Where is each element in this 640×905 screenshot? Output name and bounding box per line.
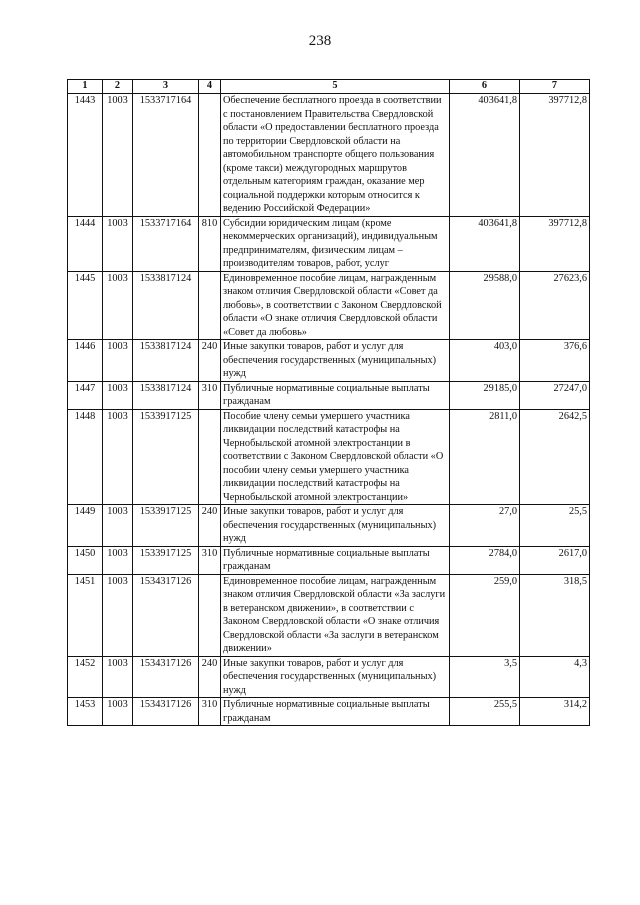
row-number: 1443 — [68, 94, 103, 217]
amount-col-6: 29185,0 — [450, 381, 520, 409]
amount-col-6: 2811,0 — [450, 409, 520, 505]
expense-type-code — [199, 409, 221, 505]
row-number: 1453 — [68, 698, 103, 726]
expense-type-code: 310 — [199, 381, 221, 409]
table-row — [68, 216, 590, 271]
section-code: 1003 — [103, 656, 133, 698]
table-row — [68, 94, 590, 217]
table-row — [68, 340, 590, 382]
table-row — [68, 381, 590, 409]
amount-col-7: 25,5 — [520, 505, 590, 547]
expense-type-code: 310 — [199, 698, 221, 726]
header-col-6: 6 — [450, 80, 520, 94]
expense-type-code: 240 — [199, 656, 221, 698]
target-article-code: 1533717164 — [133, 216, 199, 271]
amount-col-6: 259,0 — [450, 574, 520, 656]
expense-type-code — [199, 271, 221, 340]
header-col-1: 1 — [68, 80, 103, 94]
expense-type-code: 240 — [199, 340, 221, 382]
target-article-code: 1534317126 — [133, 574, 199, 656]
section-code: 1003 — [103, 94, 133, 217]
amount-col-7: 27623,6 — [520, 271, 590, 340]
section-code: 1003 — [103, 271, 133, 340]
row-number: 1448 — [68, 409, 103, 505]
table-row — [68, 546, 590, 574]
table-row — [68, 271, 590, 340]
row-number: 1446 — [68, 340, 103, 382]
section-code: 1003 — [103, 381, 133, 409]
header-row — [68, 80, 590, 94]
amount-col-7: 27247,0 — [520, 381, 590, 409]
budget-table — [67, 79, 590, 726]
header-col-7: 7 — [520, 80, 590, 94]
section-code: 1003 — [103, 546, 133, 574]
amount-col-7: 318,5 — [520, 574, 590, 656]
amount-col-7: 4,3 — [520, 656, 590, 698]
header-col-3: 3 — [133, 80, 199, 94]
target-article-code: 1534317126 — [133, 698, 199, 726]
target-article-code: 1533917125 — [133, 505, 199, 547]
table-row — [68, 409, 590, 505]
row-number: 1450 — [68, 546, 103, 574]
section-code: 1003 — [103, 409, 133, 505]
table-row — [68, 698, 590, 726]
table-row — [68, 574, 590, 656]
description: Публичные нормативные социальные выплаты гражданам — [221, 546, 450, 574]
row-number: 1451 — [68, 574, 103, 656]
row-number: 1444 — [68, 216, 103, 271]
description: Обеспечение бесплатного проезда в соответствии с постановлением Правительства Свердловской области «О предоставлении бесплатного проезда по территории Свердловской области на автомобильном транспорте общего пользования (кроме такси) междугородных маршрутов отдельным категориям граждан, оказание мер социальной поддержки которым относится к ведению Российской Федерации» — [221, 94, 450, 217]
description: Пособие члену семьи умершего участника ликвидации последствий катастрофы на Чернобыльской атомной электростанции в соответствии с Законом Свердловской области «О пособии члену семьи умершего участника ликвидации последствий катастрофы на Чернобыльской атомной электростанции» — [221, 409, 450, 505]
header-col-5: 5 — [221, 80, 450, 94]
target-article-code: 1533917125 — [133, 409, 199, 505]
amount-col-7: 376,6 — [520, 340, 590, 382]
section-code: 1003 — [103, 340, 133, 382]
expense-type-code: 240 — [199, 505, 221, 547]
amount-col-6: 403641,8 — [450, 216, 520, 271]
header-col-2: 2 — [103, 80, 133, 94]
target-article-code: 1533817124 — [133, 271, 199, 340]
row-number: 1452 — [68, 656, 103, 698]
description: Иные закупки товаров, работ и услуг для обеспечения государственных (муниципальных) нужд — [221, 505, 450, 547]
target-article-code: 1533717164 — [133, 94, 199, 217]
amount-col-6: 403,0 — [450, 340, 520, 382]
row-number: 1447 — [68, 381, 103, 409]
target-article-code: 1533817124 — [133, 340, 199, 382]
description: Иные закупки товаров, работ и услуг для обеспечения государственных (муниципальных) нужд — [221, 656, 450, 698]
expense-type-code: 810 — [199, 216, 221, 271]
description: Публичные нормативные социальные выплаты гражданам — [221, 698, 450, 726]
amount-col-6: 27,0 — [450, 505, 520, 547]
description: Единовременное пособие лицам, награжденным знаком отличия Свердловской области «За заслуги в ветеранском движении», в соответствии с Законом Свердловской области «О знаке отличия Свердловской области «За заслуги в ветеранском движении» — [221, 574, 450, 656]
section-code: 1003 — [103, 698, 133, 726]
description: Единовременное пособие лицам, награжденным знаком отличия Свердловской области «Совет да любовь», в соответствии с Законом Свердловской области «О знаке отличия Свердловской области «Совет да любовь» — [221, 271, 450, 340]
target-article-code: 1534317126 — [133, 656, 199, 698]
amount-col-7: 2617,0 — [520, 546, 590, 574]
expense-type-code — [199, 94, 221, 217]
expense-type-code: 310 — [199, 546, 221, 574]
description: Иные закупки товаров, работ и услуг для обеспечения государственных (муниципальных) нужд — [221, 340, 450, 382]
page-number: 238 — [308, 33, 332, 49]
amount-col-6: 255,5 — [450, 698, 520, 726]
header-col-4: 4 — [199, 80, 221, 94]
amount-col-7: 397712,8 — [520, 94, 590, 217]
row-number: 1445 — [68, 271, 103, 340]
amount-col-7: 314,2 — [520, 698, 590, 726]
table-row — [68, 656, 590, 698]
amount-col-7: 397712,8 — [520, 216, 590, 271]
section-code: 1003 — [103, 505, 133, 547]
amount-col-7: 2642,5 — [520, 409, 590, 505]
row-number: 1449 — [68, 505, 103, 547]
amount-col-6: 2784,0 — [450, 546, 520, 574]
table-row — [68, 505, 590, 547]
section-code: 1003 — [103, 574, 133, 656]
description: Субсидии юридическим лицам (кроме некоммерческих организаций), индивидуальным предпринимателям, физическим лицам – производителям товаров, работ, услуг — [221, 216, 450, 271]
section-code: 1003 — [103, 216, 133, 271]
amount-col-6: 29588,0 — [450, 271, 520, 340]
amount-col-6: 3,5 — [450, 656, 520, 698]
amount-col-6: 403641,8 — [450, 94, 520, 217]
target-article-code: 1533817124 — [133, 381, 199, 409]
target-article-code: 1533917125 — [133, 546, 199, 574]
description: Публичные нормативные социальные выплаты гражданам — [221, 381, 450, 409]
expense-type-code — [199, 574, 221, 656]
